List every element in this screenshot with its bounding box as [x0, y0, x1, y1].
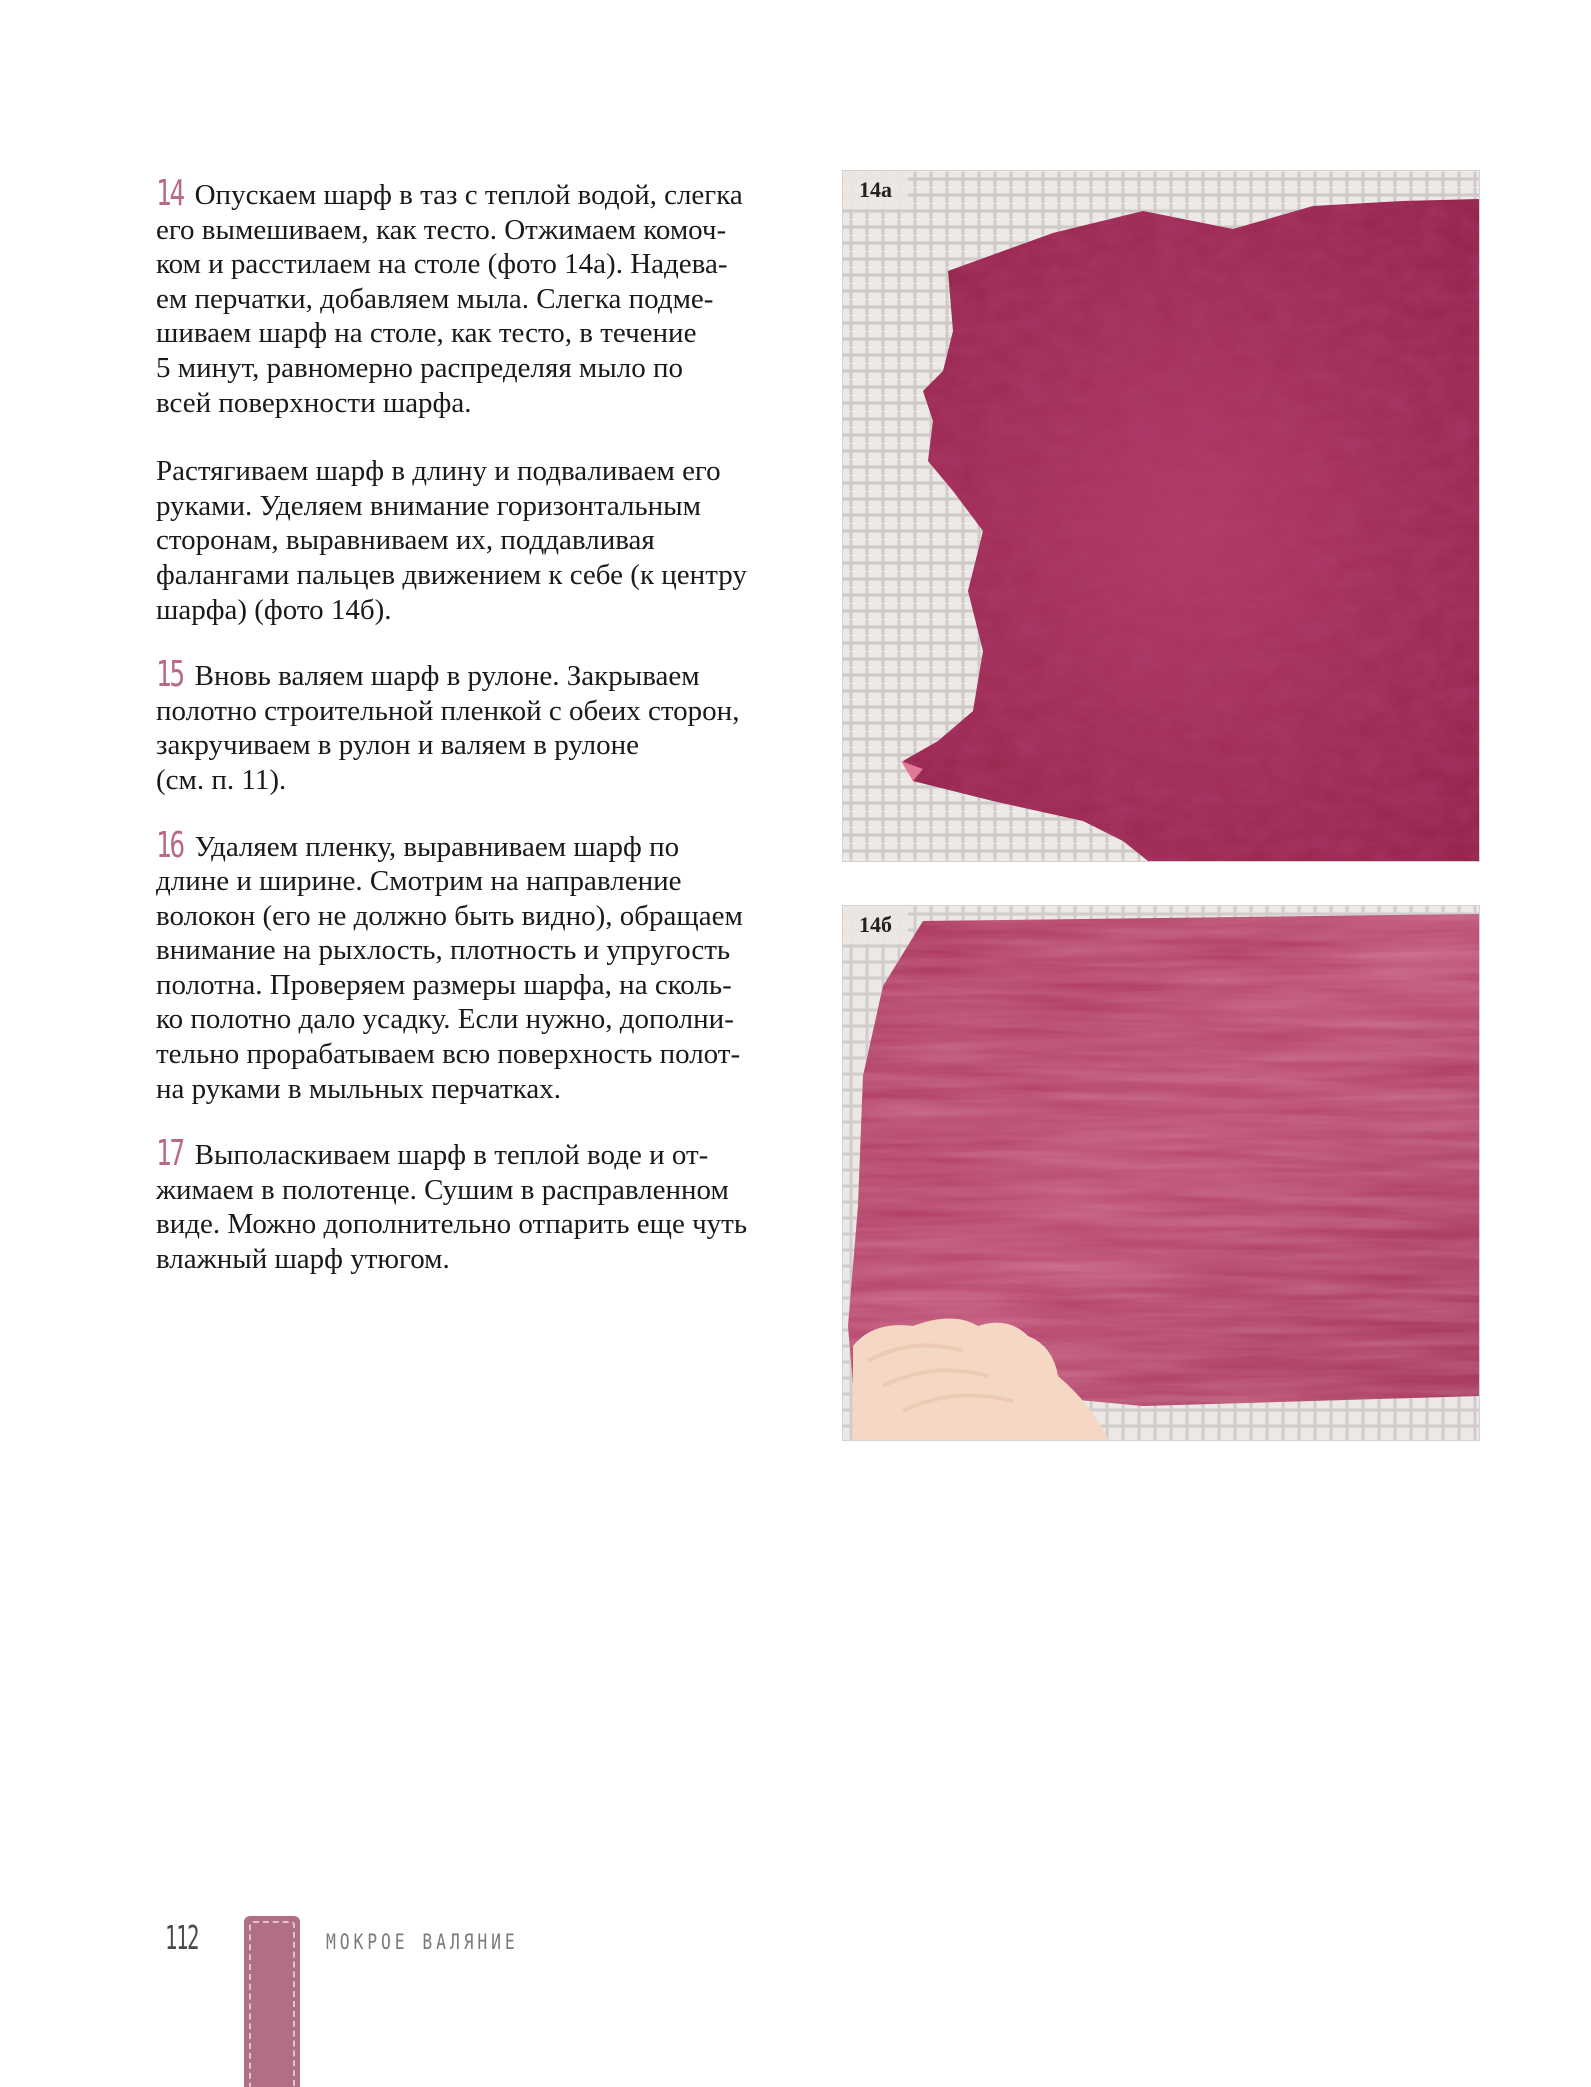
- step-16-line-2: длине и ширине. Смотрим на направление: [156, 865, 682, 898]
- step-14-line-1: Опускаем шарф в таз с теплой водой, слегка: [194, 179, 743, 211]
- spacer: [156, 1106, 796, 1136]
- spacer: [156, 798, 796, 828]
- spacer: [156, 627, 796, 657]
- step-16-line-7: тельно прорабатываем всю поверхность полот-: [156, 1038, 741, 1071]
- step-number-14: 14: [156, 173, 183, 214]
- step-14-line-7: всей поверхности шарфа.: [156, 386, 472, 419]
- step-14b-line-4: фалангами пальцев движением к себе (к центру: [156, 558, 747, 591]
- step-15-line-2: полотно строительной пленкой с обеих сторон,: [156, 694, 740, 727]
- step-15: [156, 654, 796, 797]
- step-15-line-4: (см. п. 11).: [156, 763, 287, 796]
- step-17-line-4: влажный шарф утюгом.: [156, 1243, 450, 1276]
- text-column: [156, 173, 796, 1277]
- step-17-line-2: жимаем в полотенце. Сушим в расправленном: [156, 1173, 729, 1206]
- step-17-line-3: виде. Можно дополнительно отпарить еще чуть: [156, 1208, 748, 1241]
- step-16-line-4: внимание на рыхлость, плотность и упругость: [156, 934, 731, 967]
- felt-scarf-crumpled-image: [843, 171, 1479, 861]
- step-14: [156, 173, 796, 420]
- step-14-line-5: шиваем шарф на столе, как тесто, в течение: [156, 317, 697, 350]
- step-16: [156, 824, 796, 1107]
- step-16-line-6: ко полотно дало усадку. Если нужно, дополни-: [156, 1003, 734, 1036]
- step-number-17: 17: [156, 1133, 183, 1175]
- step-14b-line-2: руками. Уделяем внимание горизонтальным: [156, 489, 702, 522]
- step-16-line-3: волокон (его не должно быть видно), обращаем: [156, 899, 743, 932]
- photo-14a: [842, 170, 1480, 862]
- step-16-line-5: полотна. Проверяем размеры шарфа, на сколь-: [156, 968, 732, 1001]
- page-number: 112: [165, 1918, 199, 1957]
- step-14-line-2: его вымешиваем, как тесто. Отжимаем комоч-: [156, 213, 727, 246]
- step-14-line-6: 5 минут, равномерно распределяя мыло по: [156, 351, 684, 384]
- photo-14b: [842, 905, 1480, 1441]
- photo-label-14a: 14а: [843, 171, 908, 209]
- spacer: [156, 420, 796, 454]
- step-14-line-4: ем перчатки, добавляем мыла. Слегка подме-: [156, 282, 714, 315]
- step-14b-line-1: Растягиваем шарф в длину и подваливаем его: [156, 455, 721, 488]
- step-number-15: 15: [156, 654, 183, 696]
- step-14-continued: [156, 454, 796, 627]
- step-15-line-3: закручиваем в рулон и валяем в рулоне: [156, 729, 639, 762]
- step-number-16: 16: [156, 824, 183, 866]
- step-14b-line-3: сторонам, выравниваем их, поддавливая: [156, 524, 655, 557]
- chapter-tab: [244, 1916, 300, 2087]
- felt-scarf-flat-image: [843, 906, 1479, 1440]
- step-15-line-1: Вновь валяем шарф в рулоне. Закрываем: [194, 660, 700, 693]
- section-title: МОКРОЕ ВАЛЯНИЕ: [326, 1930, 519, 1954]
- step-14-line-3: ком и расстилаем на столе (фото 14а). Надева-: [156, 248, 728, 281]
- step-17-line-1: Выполаскиваем шарф в теплой воде и от-: [194, 1139, 709, 1172]
- step-17: [156, 1133, 796, 1276]
- step-16-line-8: на руками в мыльных перчатках.: [156, 1072, 561, 1105]
- step-16-line-1: Удаляем пленку, выравниваем шарф по: [194, 830, 680, 863]
- photo-label-14b: 14б: [843, 906, 908, 944]
- step-14b-line-5: шарфа) (фото 14б).: [156, 593, 392, 626]
